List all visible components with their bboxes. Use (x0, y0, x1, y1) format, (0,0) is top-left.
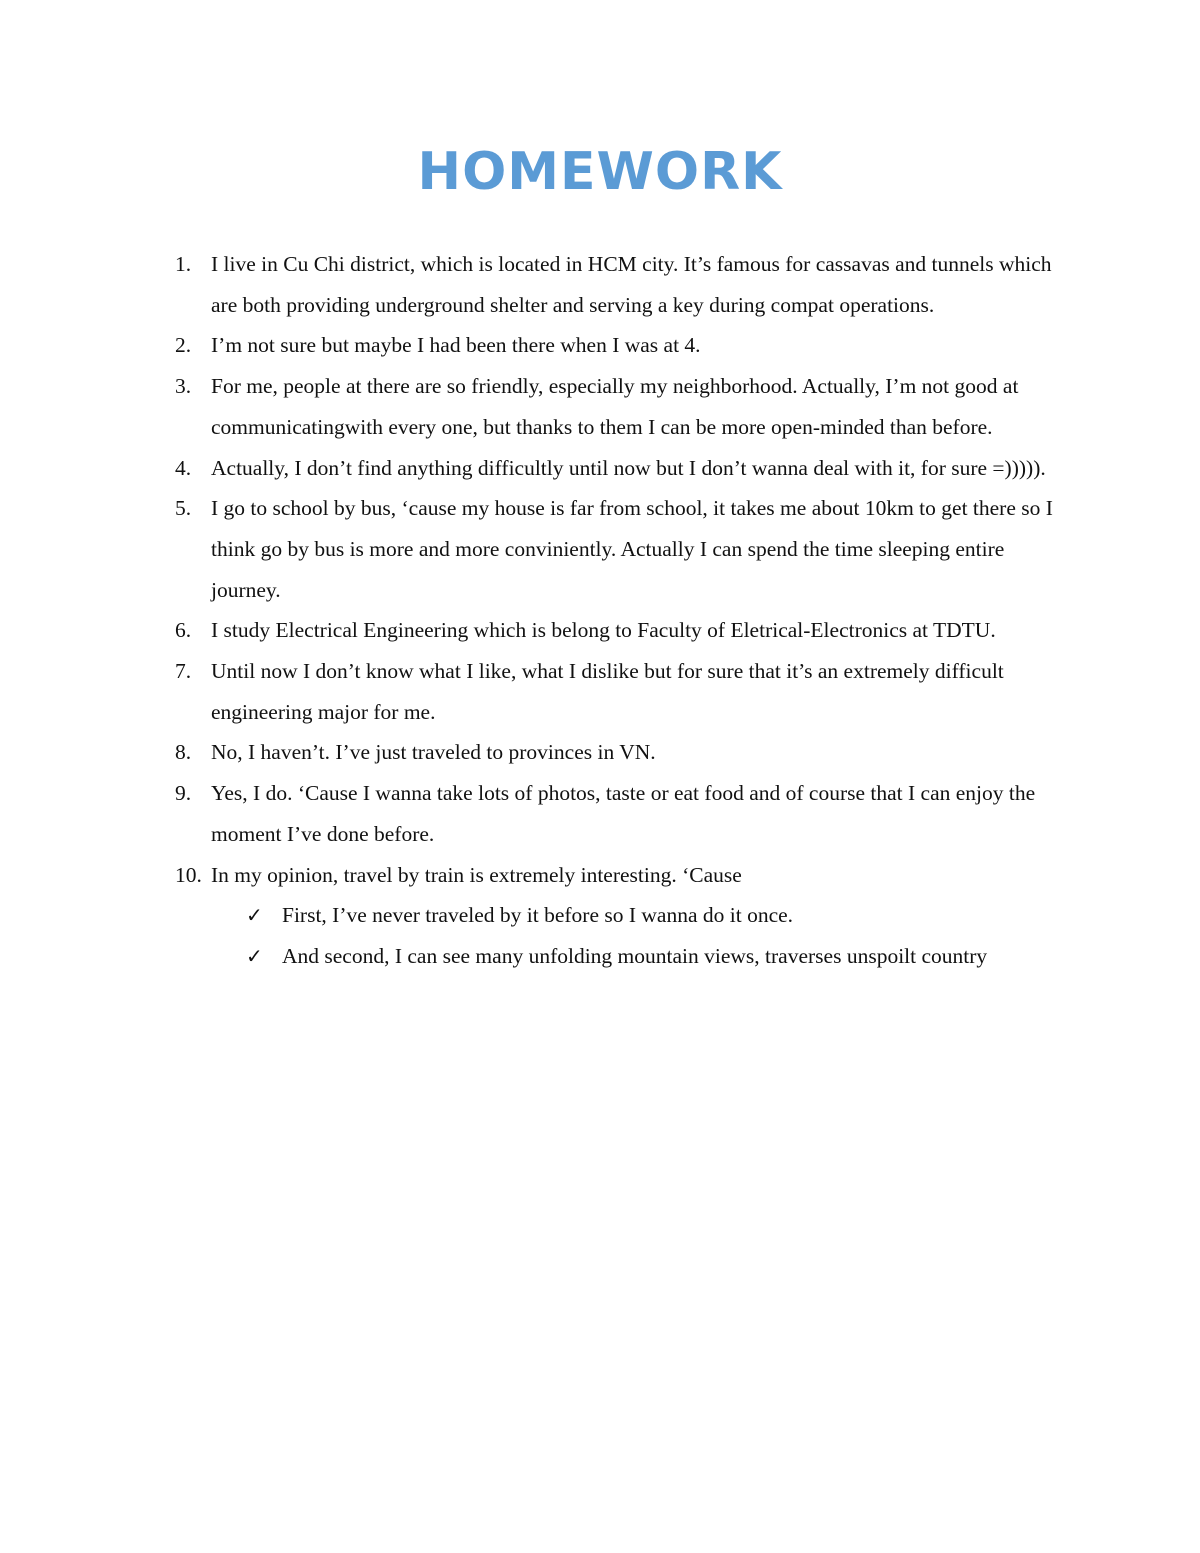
item-text: I study Electrical Engineering which is belong to Faculty of Eletrical-Electronics at TDTU. (211, 618, 996, 643)
item-text: In my opinion, travel by train is extremely interesting. ‘Cause (211, 862, 742, 887)
item-number: 6. (175, 618, 192, 643)
list-item (0, 732, 1061, 773)
sub-item-text: And second, I can see many unfolding mountain views, traverses unspoilt country (282, 943, 988, 968)
list-item (0, 855, 1061, 977)
list-item (0, 610, 1061, 651)
item-text: Actually, I don’t find anything difficultly until now but I don’t wanna deal with it, for sure =))))). (211, 455, 1046, 480)
answer-list (0, 244, 1200, 977)
item-number: 5. (175, 496, 192, 521)
sub-item-text: First, I’ve never traveled by it before so I wanna do it once. (282, 903, 794, 928)
item-number: 7. (175, 659, 192, 684)
item-text: I go to school by bus, ‘cause my house is far from school, it takes me about 10km to get there so I think go by bus is more and more conviniently. Actually I can spend the time sleeping entire journey. (211, 496, 1053, 602)
item-number: 2. (175, 333, 192, 358)
list-item (0, 244, 1061, 325)
list-item (0, 488, 1061, 610)
sub-list-item (246, 936, 1061, 977)
document-title: HOMEWORK (417, 142, 783, 202)
item-number: 10. (175, 862, 202, 887)
item-text: No, I haven’t. I’ve just traveled to provinces in VN. (211, 740, 656, 765)
list-item (0, 448, 1061, 489)
list-item (0, 651, 1061, 732)
item-text: I live in Cu Chi district, which is located in HCM city. It’s famous for cassavas and tunnels which are both providing underground shelter and serving a key during compat operations. (211, 252, 1052, 317)
list-item (0, 366, 1061, 447)
item-number: 1. (175, 252, 192, 276)
checkmark-icon: ✓ (246, 903, 263, 928)
item-text: Until now I don’t know what I like, what I dislike but for sure that it’s an extremely difficult engineering major for me. (211, 659, 1004, 724)
item-number: 9. (175, 781, 192, 806)
checkmark-icon: ✓ (246, 943, 263, 968)
list-item (0, 325, 1061, 366)
item-number: 3. (175, 374, 192, 399)
sub-list (211, 895, 1061, 976)
item-text: I’m not sure but maybe I had been there when I was at 4. (211, 333, 701, 358)
item-text: Yes, I do. ‘Cause I wanna take lots of photos, taste or eat food and of course that I can enjoy the moment I’ve done before. (211, 781, 1036, 846)
item-text: For me, people at there are so friendly, especially my neighborhood. Actually, I’m not good at communicatingwith every one, but thanks to them I can be more open-minded than before. (211, 374, 1019, 439)
sub-list-item (246, 895, 1061, 936)
list-item (0, 773, 1061, 854)
item-number: 4. (175, 455, 192, 480)
item-number: 8. (175, 740, 192, 765)
